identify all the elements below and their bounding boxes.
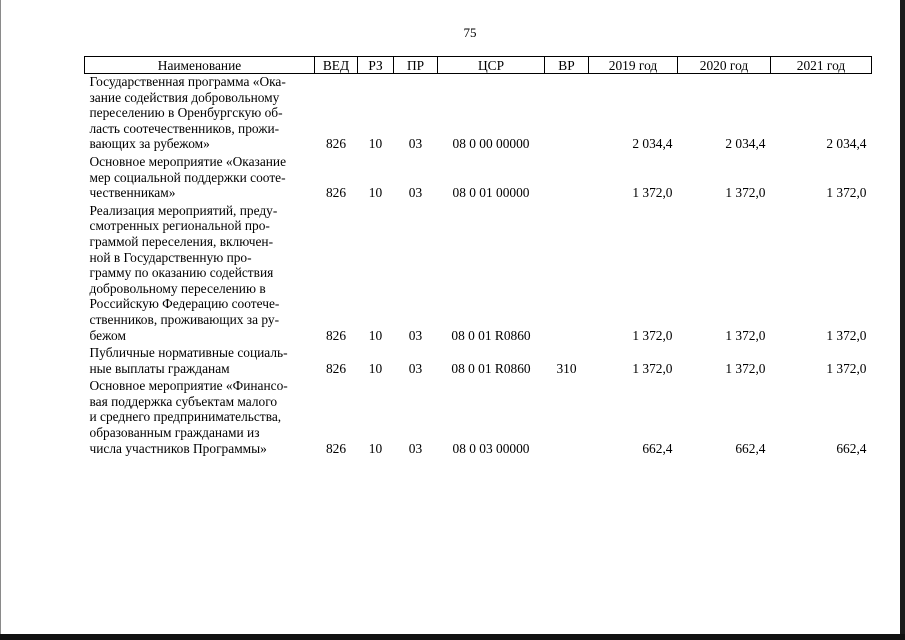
cell-2019: 662,4: [642, 440, 673, 456]
name-line: Реализация мероприятий, преду-: [89, 202, 278, 218]
cell-rz: 10: [368, 185, 383, 201]
cell-ved: 826: [325, 360, 347, 376]
cell-2020: 1 372,0: [725, 185, 766, 201]
cell-pr: 03: [408, 185, 423, 201]
name-line: смотренных региональной про-: [89, 218, 270, 234]
cell-vr: [545, 378, 589, 458]
header-ved: ВЕД: [315, 57, 358, 74]
cell-pr: 03: [408, 440, 423, 456]
cell-name: [85, 74, 315, 154]
header-2020: 2020 год: [678, 57, 771, 74]
name-line: добровольному переселению в: [89, 280, 266, 296]
table-row: [85, 345, 872, 378]
cell-ved: 826: [325, 327, 347, 343]
cell-rz: 10: [368, 440, 383, 456]
cell-2019: 1 372,0: [632, 327, 673, 343]
cell-2019: 2 034,4: [632, 136, 673, 152]
cell-csr: 08 0 01 R0860: [451, 327, 531, 343]
cell-csr: 08 0 00 00000: [452, 136, 530, 152]
cell-pr: 03: [408, 327, 423, 343]
cell-2019: 1 372,0: [632, 185, 673, 201]
scan-right-edge: [900, 0, 905, 640]
name-line: ные выплаты гражданам: [89, 360, 230, 376]
cell-2021: 1 372,0: [826, 185, 867, 201]
cell-ved: 826: [325, 440, 347, 456]
header-2021: 2021 год: [771, 57, 872, 74]
cell-csr: 08 0 01 00000: [452, 185, 530, 201]
table-body: [85, 74, 872, 459]
cell-2020: 1 372,0: [725, 327, 766, 343]
name-line: бежом: [89, 327, 126, 343]
table-row: [85, 203, 872, 345]
table-row: [85, 74, 872, 154]
table-row: [85, 378, 872, 458]
cell-2021: 2 034,4: [826, 136, 867, 152]
cell-2021: 1 372,0: [826, 327, 867, 343]
header-csr: ЦСР: [438, 57, 545, 74]
header-vr: ВР: [545, 57, 589, 74]
cell-2021: 662,4: [836, 440, 867, 456]
header-name: Наименование: [85, 57, 315, 74]
name-line: вая поддержка субъектам малого: [89, 393, 278, 409]
cell-name: [85, 203, 315, 345]
name-line: мер социальной поддержки сооте-: [89, 169, 286, 185]
name-line: и среднего предпринимательства,: [89, 409, 282, 425]
name-line: вающих за рубежом»: [89, 136, 210, 152]
cell-pr: 03: [408, 360, 423, 376]
name-line: ласть соотечественников, прожи-: [89, 120, 280, 136]
name-line: Основное мероприятие «Финансо-: [89, 378, 288, 394]
cell-vr: 310: [556, 360, 577, 376]
header-pr: ПР: [394, 57, 438, 74]
header-2019: 2019 год: [589, 57, 678, 74]
cell-2020: 2 034,4: [725, 136, 766, 152]
cell-name: [85, 154, 315, 203]
cell-2019: 1 372,0: [632, 360, 673, 376]
cell-vr: [545, 74, 589, 154]
cell-csr: 08 0 01 R0860: [451, 360, 531, 376]
cell-vr: [545, 154, 589, 203]
cell-2020: 662,4: [735, 440, 766, 456]
scan-left-edge: [0, 0, 1, 640]
name-line: переселению в Оренбургскую об-: [89, 105, 283, 121]
name-line: Государственная программа «Ока-: [89, 74, 286, 89]
cell-2020: 1 372,0: [725, 360, 766, 376]
name-line: ственников, проживающих за ру-: [89, 311, 280, 327]
name-line: Основное мероприятие «Оказание: [89, 153, 287, 169]
name-line: чественникам»: [89, 185, 176, 201]
cell-rz: 10: [368, 327, 383, 343]
cell-ved: 826: [325, 185, 347, 201]
cell-rz: 10: [368, 136, 383, 152]
cell-pr: 03: [408, 136, 423, 152]
name-line: грамму по оказанию содействия: [89, 265, 274, 281]
cell-rz: 10: [368, 360, 383, 376]
name-line: образованным гражданами из: [89, 425, 260, 441]
table-header-row: [85, 57, 872, 74]
name-line: зание содействия добровольному: [89, 89, 280, 105]
name-line: Публичные нормативные социаль-: [89, 345, 288, 361]
name-line: Российскую Федерацию соотече-: [89, 296, 280, 312]
cell-csr: 08 0 03 00000: [452, 440, 530, 456]
page-number: 75: [463, 25, 477, 40]
cell-ved: 826: [325, 136, 347, 152]
header-rz: РЗ: [358, 57, 394, 74]
cell-name: [85, 345, 315, 378]
name-line: числа участников Программы»: [89, 440, 267, 456]
cell-name: [85, 378, 315, 458]
budget-table: [84, 56, 872, 458]
cell-2021: 1 372,0: [826, 360, 867, 376]
name-line: ной в Государственную про-: [89, 249, 252, 265]
name-line: граммой переселения, включен-: [89, 233, 274, 249]
scan-bottom-edge: [0, 634, 905, 640]
table-row: [85, 154, 872, 203]
cell-vr: [545, 203, 589, 345]
